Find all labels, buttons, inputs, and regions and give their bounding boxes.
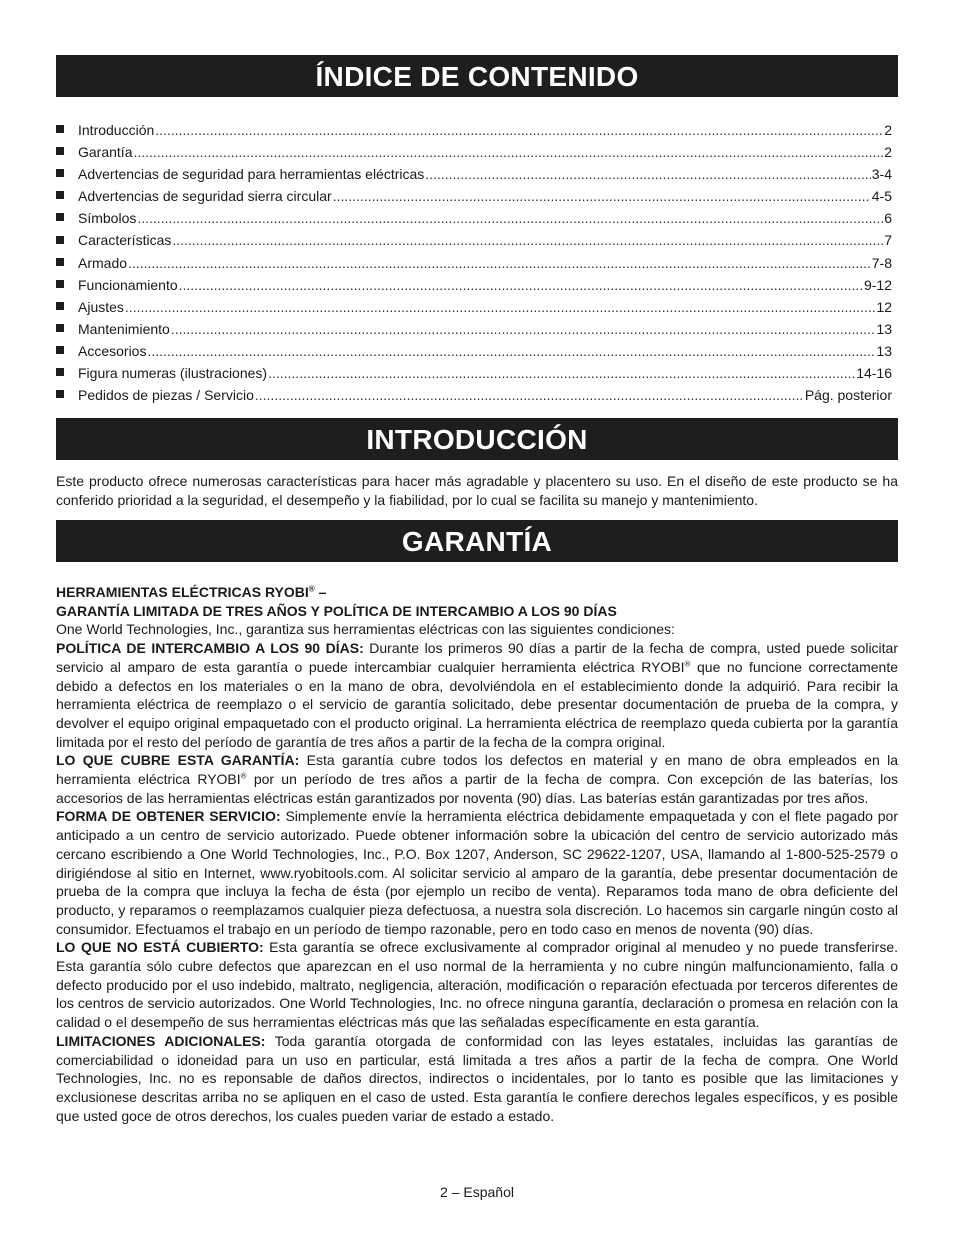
toc-item-figuras: Figura numeras (ilustraciones) ..... 14-16 bbox=[56, 362, 892, 384]
dot-leader bbox=[125, 296, 876, 318]
dot-leader bbox=[172, 229, 883, 251]
square-bullet-icon bbox=[56, 324, 64, 332]
warranty-lead: One World Technologies, Inc., garantiza sus herramientas eléctricas con las siguientes condiciones: bbox=[56, 621, 675, 638]
dot-leader bbox=[255, 384, 804, 406]
warranty-heading-2: GARANTÍA LIMITADA DE TRES AÑOS Y POLÍTICA DE INTERCAMBIO A LOS 90 DÍAS bbox=[56, 602, 617, 619]
dot-leader bbox=[147, 340, 875, 362]
intro-paragraph: Este producto ofrece numerosas características para hacer más agradable y placentero su uso. En el diseño de este producto se ha conferido prioridad a la seguridad, el desempeño y la fiabilidad, por lo cual se facilita su manejo y mantenimiento. bbox=[56, 473, 898, 508]
dot-leader bbox=[155, 119, 883, 141]
dot-leader bbox=[333, 185, 871, 207]
square-bullet-icon bbox=[56, 213, 64, 221]
page-footer: 2 – Español bbox=[440, 1184, 514, 1200]
square-bullet-icon bbox=[56, 346, 64, 354]
warranty-coverage: LO QUE CUBRE ESTA GARANTÍA: Esta garantía cubre todos los defectos en material y en mano de obra empleados en la herramienta eléctrica RYOBI® por un período de tres años a partir de la fecha de compra. Con excepción de las baterías, los accesorios de las herramientas eléctricas están garantizados por noventa (90) días. Las baterías están garantizadas por tres años. bbox=[56, 752, 898, 806]
square-bullet-icon bbox=[56, 280, 64, 288]
dot-leader bbox=[268, 362, 855, 384]
toc-page-number: 2 bbox=[884, 122, 892, 138]
square-bullet-icon bbox=[56, 125, 64, 133]
warranty-not-covered: LO QUE NO ESTÁ CUBIERTO: Esta garantía se ofrece exclusivamente al comprador original al menudeo y no puede transferirse. Esta garantía sólo cubre defectos que aparezcan en el uso normal de la herramienta y no cubre ningún malfuncionamiento, falla o defecto producido por el uso indebido, maltrato, negligencia, alteración, modificación o reparación efectuada por terceros diferentes de los centros de servicio autorizados. One World Technologies, Inc. no ofrece ninguna garantía, declaración o promesa en relación con la calidad o el desempeño de sus herramientas eléctricas más que las señaladas específicamente en esta garantía. bbox=[56, 939, 898, 1031]
toc-item-armado: Armado ..... 7-8 bbox=[56, 252, 892, 274]
toc-item-funcionamiento: Funcionamiento ..... 9-12 bbox=[56, 274, 892, 296]
table-of-contents bbox=[56, 119, 892, 406]
square-bullet-icon bbox=[56, 147, 64, 155]
dot-leader bbox=[133, 141, 883, 163]
toc-page-number: 13 bbox=[876, 342, 892, 359]
toc-title: ÍNDICE DE CONTENIDO bbox=[56, 55, 898, 97]
warranty-limitations: LIMITACIONES ADICIONALES: Toda garantía otorgada de conformidad con las leyes estatales, incluidas las garantías de comerciabilidad o idoneidad para un uso en particular, está limitada a tres años a partir de la fecha de compra. One World Technologies, Inc. no es reponsable de daños directos, indirectos o incidentales, por lo tanto es posible que las limitaciones y exclusionese descritas arriba no se apliquen en el caso de usted. Esta garantía le confiere derechos legales específicos, y es posible que usted goce de otros derechos, los cuales pueden variar de estado a estado. bbox=[56, 1032, 898, 1124]
square-bullet-icon bbox=[56, 302, 64, 310]
toc-item-pedidos: Pedidos de piezas / Servicio ..... Pág. posterior bbox=[56, 384, 892, 406]
toc-page-number: 9-12 bbox=[863, 276, 892, 293]
toc-page-number: 12 bbox=[876, 298, 892, 315]
square-bullet-icon bbox=[56, 169, 64, 177]
toc-page-number: 14-16 bbox=[856, 365, 892, 382]
dot-leader bbox=[128, 252, 871, 274]
square-bullet-icon bbox=[56, 258, 64, 266]
square-bullet-icon bbox=[56, 368, 64, 376]
toc-item-caracteristicas: Características ..... 7 bbox=[56, 229, 892, 251]
warranty-service: FORMA DE OBTENER SERVICIO: Simplemente envíe la herramienta eléctrica debidamente empaquetada y con el flete pagado por anticipado a un centro de servicio autorizado. Puede obtener información sobre la ubicación del centro de servicio autorizado más cercano escribiendo a One World Technologies, Inc., P.O. Box 1207, Anderson, SC 29622-1207, USA, llamando al 1-800-525-2579 o dirigiéndose al sitio en Internet, www.ryobitools.com. Al solicitar servicio al amparo de la garantía, debe presentar documentación de prueba de la compra que incluya la fecha de ésta (por ejemplo un recibo de venta). Reparamos toda mano de obra deficiente del producto, y reparamos o reemplazamos cualquier pieza defectuosa, a nuestra sola discreción. Lo hacemos sin cargarle ningún costo al consumidor. Efectuamos el trabajo en un período de tiempo razonable, pero en todo caso en menos de noventa (90) días. bbox=[56, 808, 898, 937]
toc-page-number: Pág. posterior bbox=[804, 387, 892, 404]
square-bullet-icon bbox=[56, 390, 64, 398]
toc-page-number: 6 bbox=[884, 210, 892, 227]
warranty-exchange-policy: POLÍTICA DE INTERCAMBIO A LOS 90 DÍAS: Durante los primeros 90 días a partir de la fecha de compra, usted puede solicitar servicio al amparo de esta garantía o puede intercambiar cualquier herramienta eléctrica RYOBI® que no funcione correctamente debido a defectos en los materiales o en la mano de obra, devolviéndola en el establecimiento donde la adquirió. Para recibir la herramienta eléctrica de reemplazo o el servicio de garantía solicitado, debe presentar documentación de prueba de la compra, y devolver el equipo original empaquetado con el producto original. La herramienta eléctrica de reemplazo queda cubierta por la garantía limitada por el resto del período de garantía de tres años a partir de la fecha de la compra original. bbox=[56, 640, 899, 750]
toc-item-introduccion: Introducción ..... 2 bbox=[56, 119, 892, 141]
toc-page-number: 13 bbox=[876, 320, 892, 337]
toc-page-number: 3-4 bbox=[871, 166, 892, 183]
toc-item-advertencias-sierra: Advertencias de seguridad sierra circular ..... 4-5 bbox=[56, 185, 892, 207]
dot-leader bbox=[179, 274, 863, 296]
warranty-section bbox=[56, 583, 898, 1125]
dot-leader bbox=[171, 318, 876, 340]
square-bullet-icon bbox=[56, 191, 64, 199]
toc-page-number: 7 bbox=[884, 232, 892, 249]
warranty-title: GARANTÍA bbox=[56, 520, 898, 562]
square-bullet-icon bbox=[56, 236, 64, 244]
toc-page-number: 7-8 bbox=[871, 254, 892, 271]
toc-item-advertencias-herramientas: Advertencias de seguridad para herramientas eléctricas ..... 3-4 bbox=[56, 163, 892, 185]
toc-item-ajustes: Ajustes ..... 12 bbox=[56, 296, 892, 318]
dot-leader bbox=[137, 207, 883, 229]
intro-title: INTRODUCCIÓN bbox=[56, 418, 898, 460]
toc-page-number: 2 bbox=[884, 144, 892, 161]
dot-leader bbox=[425, 163, 870, 185]
warranty-heading-1: HERRAMIENTAS ELÉCTRICAS RYOBI® – bbox=[56, 584, 327, 600]
toc-page-number: 4-5 bbox=[871, 188, 892, 205]
toc-item-mantenimiento: Mantenimiento ..... 13 bbox=[56, 318, 892, 340]
toc-item-garantia: Garantía ..... 2 bbox=[56, 141, 892, 163]
toc-item-simbolos: Símbolos ..... 6 bbox=[56, 207, 892, 229]
toc-item-accesorios: Accesorios ..... 13 bbox=[56, 340, 892, 362]
